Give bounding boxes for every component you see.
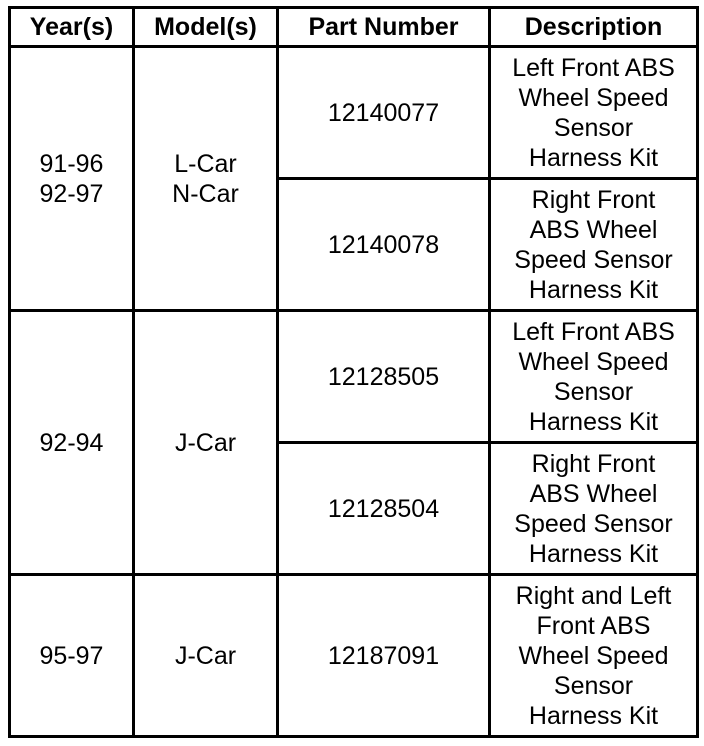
- table-row: [10, 47, 698, 179]
- description-cell: [490, 179, 698, 311]
- header-years: Year(s): [10, 8, 134, 47]
- part-number-cell: 12187091: [278, 575, 490, 737]
- models-cell: [134, 311, 278, 575]
- description-line: ABS Wheel: [529, 215, 658, 244]
- model-name: J-Car: [174, 428, 237, 457]
- year-range: 92-97: [39, 179, 104, 208]
- description-line: ABS Wheel: [529, 479, 658, 508]
- description-line: Wheel Speed: [518, 83, 669, 112]
- description-cell: [490, 575, 698, 737]
- year-range: 91-96: [39, 149, 104, 178]
- model-name: N-Car: [172, 179, 239, 208]
- description-line: Right Front: [531, 449, 656, 478]
- description-line: Speed Sensor: [514, 245, 673, 274]
- model-name: L-Car: [174, 149, 237, 178]
- description-line: Harness Kit: [528, 407, 659, 436]
- description-line: Wheel Speed: [518, 641, 669, 670]
- description-cell: [490, 443, 698, 575]
- models-cell: [134, 47, 278, 311]
- description-line: Left Front ABS: [512, 317, 675, 346]
- header-part-number: Part Number: [278, 8, 490, 47]
- description-line: Harness Kit: [528, 701, 659, 730]
- header-models: Model(s): [134, 8, 278, 47]
- description-line: Front ABS: [536, 611, 651, 640]
- table-row: [10, 311, 698, 443]
- model-name: J-Car: [174, 641, 237, 670]
- years-cell: [10, 575, 134, 737]
- description-line: Harness Kit: [528, 143, 659, 172]
- description-line: Harness Kit: [528, 539, 659, 568]
- years-cell: [10, 47, 134, 311]
- description-cell: [490, 47, 698, 179]
- parts-table: [8, 6, 699, 738]
- part-number-cell: 12128504: [278, 443, 490, 575]
- description-line: Sensor: [553, 377, 634, 406]
- description-line: Speed Sensor: [514, 509, 673, 538]
- header-row: [10, 8, 698, 47]
- description-line: Right and Left: [515, 581, 672, 610]
- years-cell: [10, 311, 134, 575]
- description-line: Left Front ABS: [512, 53, 675, 82]
- part-number-cell: 12140077: [278, 47, 490, 179]
- description-line: Sensor: [553, 671, 634, 700]
- part-number-cell: 12140078: [278, 179, 490, 311]
- header-description: Description: [490, 8, 698, 47]
- table-row: [10, 575, 698, 737]
- description-line: Wheel Speed: [518, 347, 669, 376]
- models-cell: [134, 575, 278, 737]
- description-line: Harness Kit: [528, 275, 659, 304]
- description-line: Right Front: [531, 185, 656, 214]
- description-line: Sensor: [553, 113, 634, 142]
- year-range: 95-97: [39, 641, 104, 670]
- year-range: 92-94: [39, 428, 104, 457]
- description-cell: [490, 311, 698, 443]
- part-number-cell: 12128505: [278, 311, 490, 443]
